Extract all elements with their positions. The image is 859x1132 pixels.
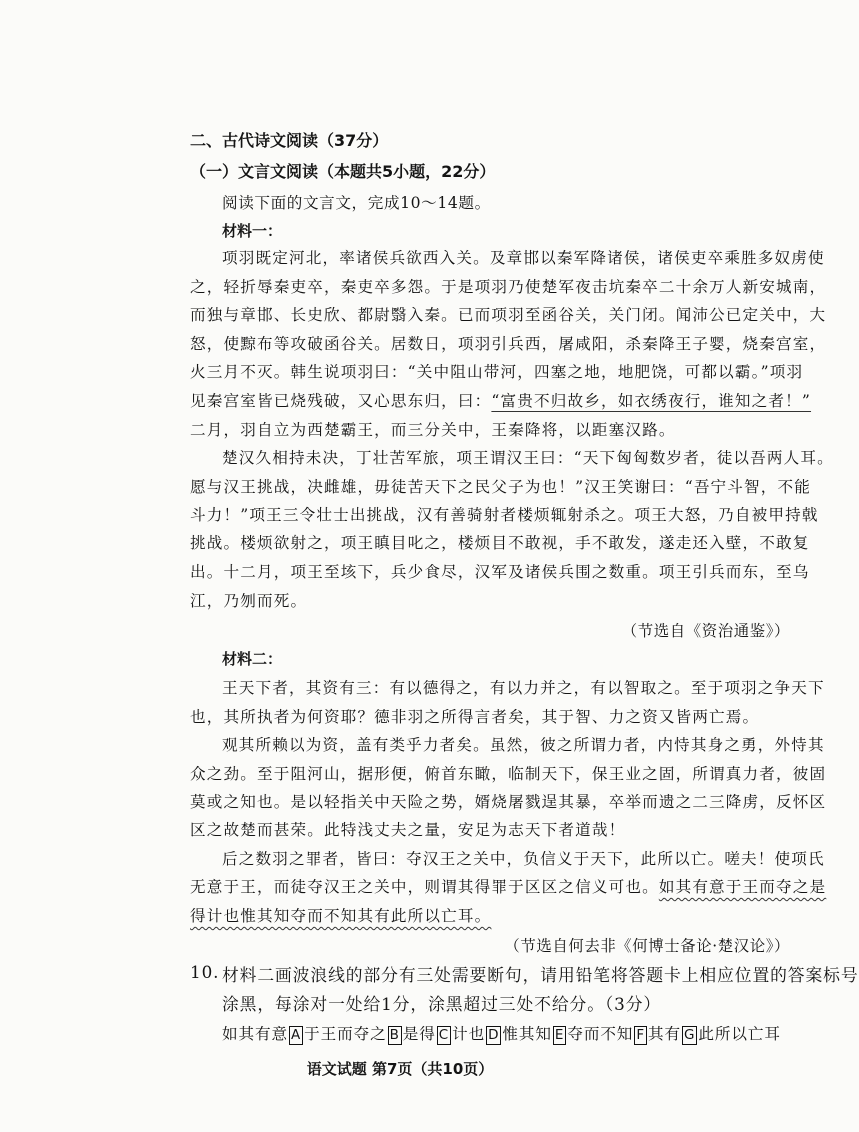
text-line: 挑战。楼烦欲射之，项王瞋目叱之，楼烦目不敢视，手不敢发，遂走还入壁，不敢复 [190,534,810,552]
question-text: 涂黑，每涂对一处给1分，涂黑超过三处不给分。（3分） [222,994,662,1014]
answer-option-a-box[interactable]: A [290,1027,302,1043]
text-line [190,389,811,411]
page-footer: 语文试题 第7页（共10页） [306,1060,494,1078]
material2-source: （节选自何去非《何博士备论·楚汉论》） [504,937,790,955]
question-text: 材料二画波浪线的部分有三处需要断句，请用铅笔将答题卡上相应位置的答案标号 [222,965,859,985]
wavy-underlined-text: 如其有意于王而夺之是 [658,878,827,896]
material1-label: 材料一： [222,222,283,240]
answer-text-segment: 此所以亡耳 [698,1025,781,1043]
text-line: 出。十二月，项王至垓下，兵少食尽，汉军及诸侯兵围之数重。项王引兵而东，至乌 [190,563,810,581]
text-line: 区之故楚而甚荣。此特浅丈夫之量，安足为志天下者道哉！ [190,821,626,839]
text-line: 愿与汉王挑战，决雌雄，毋徒苦天下之民父子为也！”汉王笑谢曰：“吾宁斗智，不能 [190,478,812,496]
answer-text-segment: 夺而不知 [567,1025,634,1043]
text-line: 王天下者，其资有三：有以德得之，有以力并之，有以智取之。至于项羽之争天下 [222,679,825,697]
answer-option-f-box[interactable]: F [636,1027,645,1043]
text-line [190,904,491,926]
text-line: 怒，使黥布等攻破函谷关。居数日，项羽引兵西，屠咸阳，杀秦降王子婴，烧秦宫室， [190,335,827,353]
text-segment: 无意于王，而徒夺汉王之关中，则谓其得罪于区区之信义可也。 [190,878,659,896]
answer-text-segment: 是得 [402,1025,436,1043]
text-line [190,875,826,897]
text-line: 二月，羽自立为西楚霸王，而三分关中，王秦降将，以距塞汉路。 [190,421,676,439]
answer-option-e-box[interactable]: E [554,1027,565,1043]
section-title: 二、古代诗文阅读（37分） [190,131,389,150]
answer-option-g-box[interactable]: G [683,1027,696,1043]
material2-label: 材料二： [222,650,283,668]
material1-source: （节选自《资治通鉴》） [621,622,790,640]
text-line: 斗力！”项王三令壮士出挑战，汉有善骑射者楼烦辄射杀之。项王大怒，乃自被甲持戟 [190,506,819,524]
text-line: 观其所赖以为资，盖有类乎力者矣。虽然，彼之所谓力者，内恃其身之勇，外恃其 [222,736,825,754]
wavy-underlined-text: 得计也惟其知夺而不知其有此所以亡耳。 [190,907,492,925]
answer-option-d-box[interactable]: D [488,1027,500,1043]
question-number: 10. [190,962,220,982]
answer-option-c-box[interactable]: C [438,1027,450,1043]
answer-text-segment: 于王而夺之 [304,1025,387,1043]
text-line: 项羽既定河北，率诸侯兵欲西入关。及章邯以秦军降诸侯，诸侯吏卒乘胜多奴虏使 [222,249,825,267]
instruction-text: 阅读下面的文言文，完成10～14题。 [222,194,491,212]
text-line: 后之数羽之罪者，皆曰：夺汉王之关中，负信义于天下，此所以亡。嗟夫！使项氏 [222,850,825,868]
answer-text-segment: 如其有意 [222,1025,288,1043]
underlined-quote: “富贵不归故乡，如衣绣夜行，谁知之者！” [491,392,812,410]
answer-text-segment: 计也 [452,1025,486,1043]
answer-text-segment: 惟其知 [502,1025,552,1043]
subsection-title: （一）文言文阅读（本题共5小题，22分） [190,162,496,181]
text-line: 楚汉久相持未决，丁壮苦军旅，项王谓汉王曰：“天下匈匈数岁者，徒以吾两人耳。 [222,449,834,467]
answer-text-segment: 其有 [647,1025,681,1043]
text-line: 江，乃刎而死。 [190,592,308,610]
text-line: 也，其所执者为何资耶？德非羽之所得言者矣，其于智、力之资又皆两亡焉。 [190,708,760,726]
text-segment: 见秦宫室皆已烧残破，又心思东归，曰： [190,392,492,410]
text-line: 之，轻折辱秦吏卒，秦吏卒多怨。于是项羽乃使楚军夜击坑秦卒二十余万人新安城南， [190,278,827,296]
text-line: 火三月不灭。韩生说项羽曰：“关中阻山带河，四塞之地，地肥饶，可都以霸。”项羽 [190,363,804,381]
text-line: 而独与章邯、长史欣、都尉翳入秦。已而项羽至函谷关，关门闭。闻沛公已定关中，大 [190,306,827,324]
text-line: 莫或之知也。是以轻指关中天险之势，婿烧屠戮逞其暴，卒举而遗之二三降虏，反怀区 [190,793,827,811]
answer-options-line [222,1022,781,1045]
answer-option-b-box[interactable]: B [389,1027,400,1043]
text-line: 众之劲。至于阻河山，据形便，俯首东瞰，临制天下，保王业之固，所谓真力者，彼固 [190,765,827,783]
